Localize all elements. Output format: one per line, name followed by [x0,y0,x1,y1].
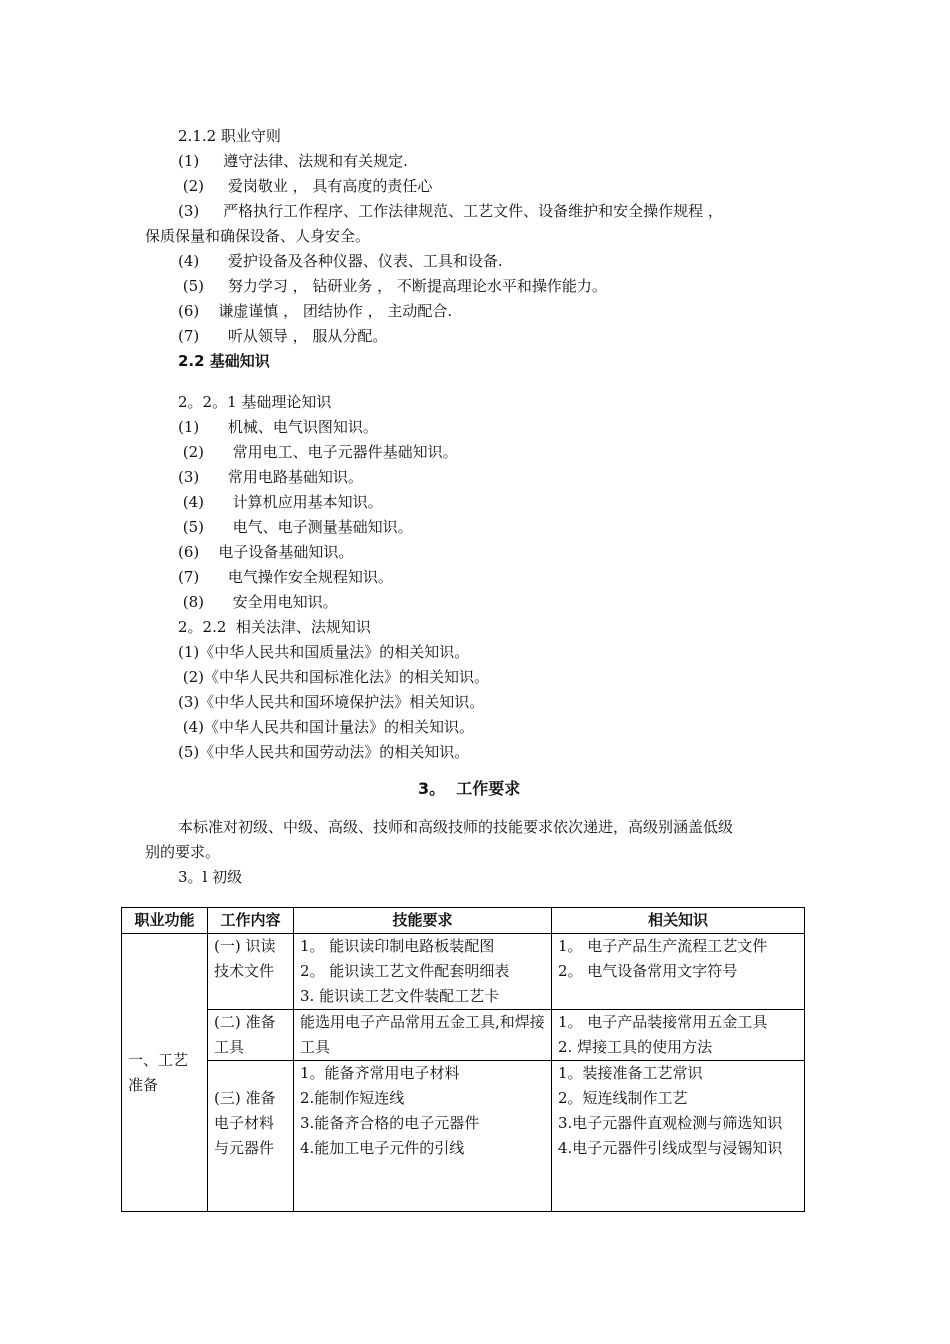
rule-item-4: (4) 爱护设备及各种仪器、仪表、工具和设备. [178,252,503,270]
function-cell: 一、工艺准备 [122,934,208,1212]
header-skills: 技能要求 [294,908,552,934]
rule-item-6: (6) 谦虚谨慎 ， 团结协作 ， 主动配合. [178,302,453,320]
header-content: 工作内容 [208,908,294,934]
rule-item-3-cont: 保质保量和确保设备、人身安全。 [145,227,371,245]
heading-2-2-1: 2。2。1 基础理论知识 [178,393,332,411]
knowledge-cell [552,1061,805,1212]
skills-cell [294,1010,552,1061]
law-item-4: (4)《中华人民共和国计量法》的相关知识。 [178,718,475,736]
knowledge-line: 1。 电子产品生产流程工艺文件 [558,937,768,955]
law-item-5: (5)《中华人民共和国劳动法》的相关知识。 [178,743,470,761]
heading-2-2-2: 2。2.2 相关法津、法规知识 [178,618,371,636]
skill-line: 1。 能识读印制电路板装配图 [300,937,495,955]
rule-item-5: (5) 努力学习 ， 钻研业务 ， 不断提高理论水平和操作能力。 [178,277,607,295]
skill-line: 4.能加工电子元件的引线 [300,1139,465,1157]
theory-item-1: (1) 机械、电气识图知识。 [178,418,378,436]
requirements-table [121,907,805,1212]
knowledge-line: 2。短连线制作工艺 [558,1089,688,1107]
knowledge-cell [552,1010,805,1061]
table-row [122,1010,805,1061]
skill-line: 2。 能识读工艺文件配套明细表 [300,962,510,980]
theory-item-8: (8) 安全用电知识。 [178,593,338,611]
heading-2-1-2: 2.1.2 职业守则 [178,127,281,145]
theory-item-5: (5) 电气、电子测量基础知识。 [178,518,413,536]
law-item-1: (1)《中华人民共和国质量法》的相关知识。 [178,643,470,661]
rule-item-3: (3) 严格执行工作程序、工作法律规范、工艺文件、设备维护和安全操作规程 ， [178,202,723,220]
intro-line-1: 本标准对初级、中级、高级、技师和高级技师的技能要求依次递进，高级别涵盖低级 [178,818,734,836]
header-knowledge: 相关知识 [552,908,805,934]
knowledge-line: 1。装接准备工艺常识 [558,1064,703,1082]
skill-line: 1。能备齐常用电子材料 [300,1064,460,1082]
heading-3: 3。 工作要求 [418,779,521,798]
heading-2-2: 2.2 基础知识 [178,352,270,370]
heading-3-1: 3。l 初级 [178,868,243,886]
table-row [122,934,805,1010]
knowledge-line: 2. 焊接工具的使用方法 [558,1038,713,1056]
theory-item-2: (2) 常用电工、电子元器件基础知识。 [178,443,458,461]
content-text: (三) 准备电子材料与元器件 [214,1089,276,1157]
intro-line-2: 别的要求。 [145,843,221,861]
table-header-row [122,908,805,934]
skill-line: 2.能制作短连线 [300,1089,405,1107]
theory-item-7: (7) 电气操作安全规程知识。 [178,568,393,586]
knowledge-line: 4.电子元器件引线成型与浸锡知识 [558,1139,783,1157]
content-cell [208,1061,294,1212]
skill-line: 能选用电子产品常用五金工具,和焊接工具 [300,1013,545,1056]
knowledge-line: 1。 电子产品装接常用五金工具 [558,1013,768,1031]
skills-cell [294,1061,552,1212]
skill-line: 3. 能识读工艺文件装配工艺卡 [300,987,500,1005]
rule-item-2: (2) 爱岗敬业 ， 具有高度的责任心 [178,177,433,195]
knowledge-cell [552,934,805,1010]
header-function: 职业功能 [122,908,208,934]
theory-item-6: (6) 电子设备基础知识。 [178,543,354,561]
theory-item-3: (3) 常用电路基础知识。 [178,468,363,486]
law-item-2: (2)《中华人民共和国标准化法》的相关知识。 [178,668,490,686]
skills-cell [294,934,552,1010]
content-cell: (二) 准备工具 [208,1010,294,1061]
theory-item-4: (4) 计算机应用基本知识。 [178,493,383,511]
rule-item-7: (7) 听从领导 ， 服从分配。 [178,327,388,345]
rule-item-1: (1) 遵守法律、法规和有关规定. [178,152,408,170]
content-cell: (一) 识读技术文件 [208,934,294,1010]
skill-line: 3.能备齐合格的电子元器件 [300,1114,480,1132]
law-item-3: (3)《中华人民共和国环境保护法》相关知识。 [178,693,485,711]
knowledge-line: 3.电子元器件直观检测与筛选知识 [558,1114,783,1132]
knowledge-line: 2。 电气设备常用文字符号 [558,962,738,980]
table-row [122,1061,805,1212]
